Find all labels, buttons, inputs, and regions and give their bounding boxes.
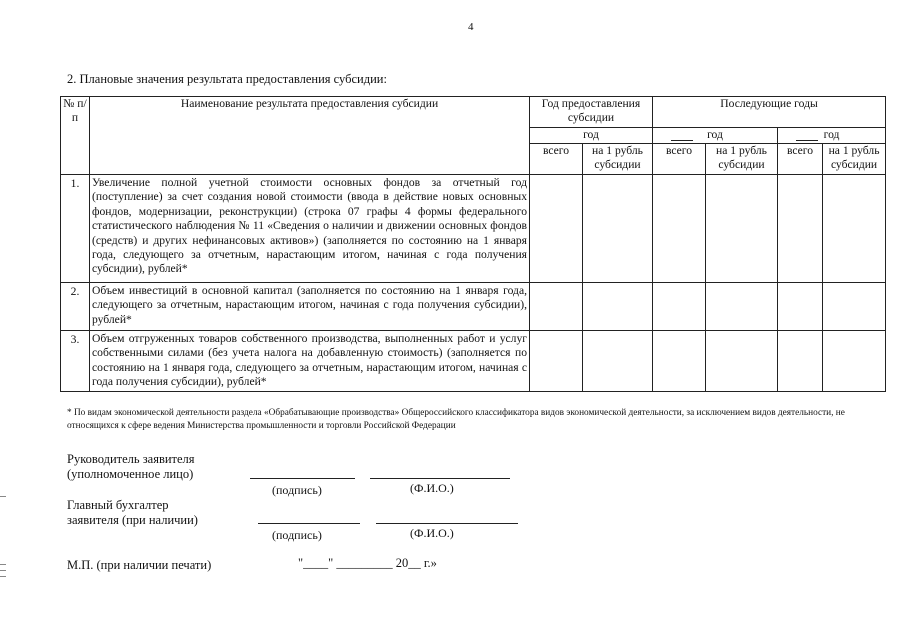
footnote: * По видам экономической деятельности раздела «Обрабатывающие производства» Общероссийского классификатора видов экономической деятельности, за исключением видов деятельности, не относящихся к сфере ведения Министерства промышленности и торговли Российской Федерации <box>67 408 845 431</box>
year-label-1: год <box>530 128 653 144</box>
header-num: № п/п <box>61 97 90 175</box>
year-label-2 <box>653 128 778 144</box>
value-cell[interactable] <box>778 331 823 392</box>
value-cell[interactable] <box>706 283 778 331</box>
row-number: 2. <box>61 283 90 331</box>
value-cell[interactable] <box>823 175 886 283</box>
accountant-title-line2: заявителя (при наличии) <box>67 513 198 527</box>
per-ruble-header-1: на 1 рубль субсидии <box>583 144 653 175</box>
value-cell[interactable] <box>653 175 706 283</box>
accountant-signature-line[interactable] <box>258 523 360 524</box>
value-cell[interactable] <box>583 283 653 331</box>
value-cell[interactable] <box>653 283 706 331</box>
value-cell[interactable] <box>583 175 653 283</box>
per-ruble-header-2: на 1 рубль субсидии <box>706 144 778 175</box>
head-title-line2: (уполномоченное лицо) <box>67 467 194 481</box>
scan-mark <box>0 564 6 565</box>
stamp-label: М.П. (при наличии печати) <box>67 558 212 572</box>
head-signature-caption: (подпись) <box>272 483 322 497</box>
value-cell[interactable] <box>823 331 886 392</box>
total-header-3: всего <box>778 144 823 175</box>
row-number: 1. <box>61 175 90 283</box>
value-cell[interactable] <box>778 175 823 283</box>
row-description: Объем отгруженных товаров собственного производства, выполненных работ и услуг собственными силами (без учета налога на добавленную стоимость) (заполняется по состоянию на 1 января года, следующего за отчетным, нарастающим итогом, начиная с года получения субсидии), рублей* <box>90 331 530 392</box>
accountant-name-caption: (Ф.И.О.) <box>410 526 454 540</box>
value-cell[interactable] <box>530 175 583 283</box>
results-table <box>60 96 886 392</box>
scan-mark <box>0 570 6 571</box>
value-cell[interactable] <box>778 283 823 331</box>
header-grant-year: Год предоставления субсидии <box>530 97 653 128</box>
accountant-name-line[interactable] <box>376 523 518 524</box>
value-cell[interactable] <box>706 175 778 283</box>
scan-mark <box>0 496 6 497</box>
head-name-caption: (Ф.И.О.) <box>410 481 454 495</box>
row-number: 3. <box>61 331 90 392</box>
row-description: Объем инвестиций в основной капитал (заполняется по состоянию на 1 января года, следующего за отчетным, нарастающим итогом, начиная с года получения субсидии), рублей* <box>90 283 530 331</box>
value-cell[interactable] <box>530 331 583 392</box>
year-label-3 <box>778 128 886 144</box>
row-description: Увеличение полной учетной стоимости основных фондов за отчетный год (поступление) за счет создания новой стоимости (ввода в действие новых основных фондов, модернизации, реконструкции) (строка 07 графы 4 формы федерального статистического наблюдения № 11 «Сведения о наличии и движении основных фондов (средств) и других нефинансовых активов») (заполняется по состоянию на 1 января года, следующего за отчетным, нарастающим итогом, начиная с года получения субсидии), рублей* <box>90 175 530 283</box>
value-cell[interactable] <box>583 331 653 392</box>
value-cell[interactable] <box>653 331 706 392</box>
table-row <box>61 283 886 331</box>
section-title: 2. Плановые значения результата предоставления субсидии: <box>67 72 387 86</box>
value-cell[interactable] <box>706 331 778 392</box>
total-header-2: всего <box>653 144 706 175</box>
header-name: Наименование результата предоставления субсидии <box>90 97 530 175</box>
head-name-line[interactable] <box>370 478 510 479</box>
date-field[interactable]: "____" _________ 20__ г.» <box>298 556 437 570</box>
accountant-signature-caption: (подпись) <box>272 528 322 542</box>
page-number: 4 <box>468 21 474 33</box>
total-header-1: всего <box>530 144 583 175</box>
table-row <box>61 331 886 392</box>
table-row <box>61 175 886 283</box>
scan-mark <box>0 576 6 577</box>
head-title-line1: Руководитель заявителя <box>67 452 195 466</box>
value-cell[interactable] <box>823 283 886 331</box>
head-signature-line[interactable] <box>250 478 355 479</box>
year-label-2-text: год <box>707 128 723 141</box>
year-label-3-text: год <box>823 128 840 141</box>
header-following-years: Последующие годы <box>653 97 886 128</box>
per-ruble-header-3: на 1 рубль субсидии <box>823 144 886 175</box>
accountant-title-line1: Главный бухгалтер <box>67 498 169 512</box>
value-cell[interactable] <box>530 283 583 331</box>
